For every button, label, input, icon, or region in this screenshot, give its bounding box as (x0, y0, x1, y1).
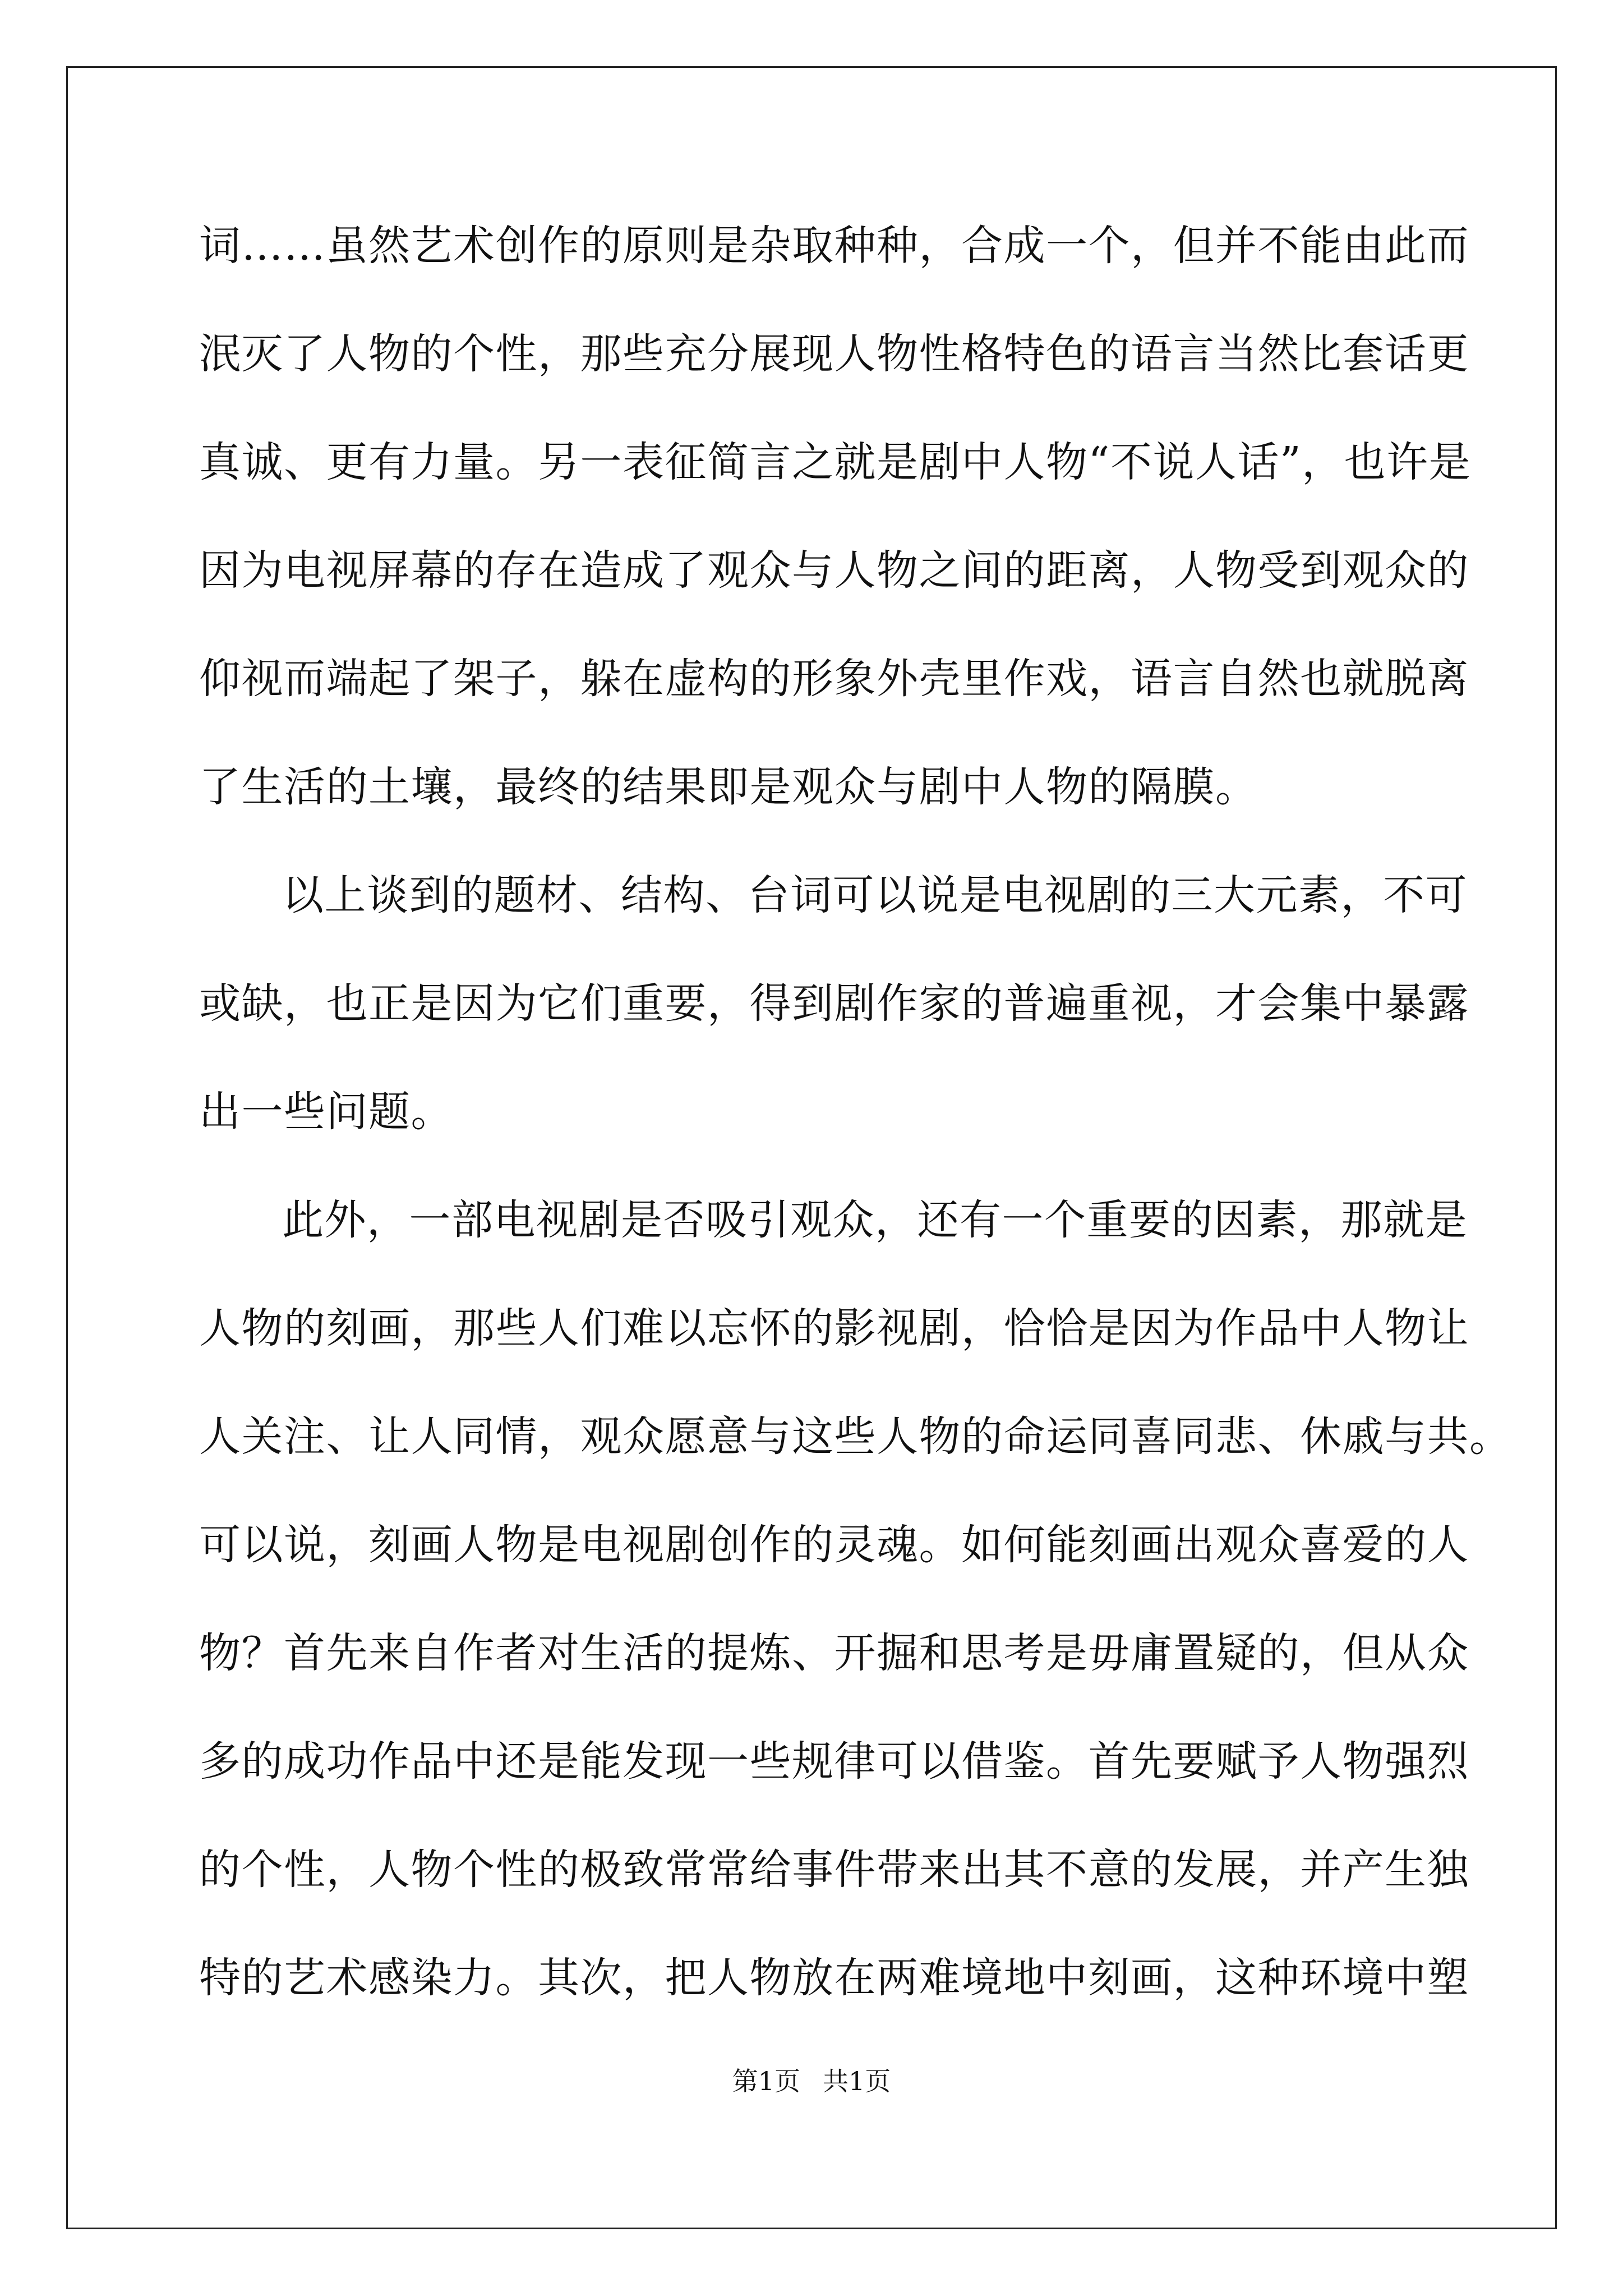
text-line: 真诚、更有力量。另一表征简言之就是剧中人物“不说人话”，也许是 (199, 438, 1472, 486)
page-number: 第1页 (732, 2066, 800, 2096)
page-border (66, 66, 1557, 2229)
text-line: 了生活的土壤，最终的结果即是观众与剧中人物的隔膜。 (199, 763, 1258, 811)
text-line: 泯灭了人物的个性，那些充分展现人物性格特色的语言当然比套话更 (199, 330, 1469, 378)
paragraph-first-line: 以上谈到的题材、结构、台词可以说是电视剧的三大元素，不可 (282, 871, 1468, 919)
page-total: 共1页 (823, 2066, 891, 2096)
text-line: 人物的刻画，那些人们难以忘怀的影视剧，恰恰是因为作品中人物让 (199, 1304, 1469, 1352)
paragraph-first-line: 此外，一部电视剧是否吸引观众，还有一个重要的因素，那就是 (282, 1196, 1468, 1244)
text-line: 多的成功作品中还是能发现一些规律可以借鉴。首先要赋予人物强烈 (199, 1737, 1469, 1786)
text-line: 仰视而端起了架子，躲在虚构的形象外壳里作戏，语言自然也就脱离 (199, 655, 1469, 703)
text-line: 词……虽然艺术创作的原则是杂取种种，合成一个，但并不能由此而 (199, 222, 1469, 270)
page-footer (0, 2064, 1623, 2098)
text-line: 人关注、让人同情，观众愿意与这些人物的命运同喜同悲、休戚与共。 (199, 1412, 1512, 1461)
text-line: 出一些问题。 (199, 1088, 453, 1136)
text-line: 可以说，刻画人物是电视剧创作的灵魂。如何能刻画出观众喜爱的人 (199, 1521, 1469, 1569)
text-line: 因为电视屏幕的存在造成了观众与人物之间的距离，人物受到观众的 (199, 546, 1469, 595)
text-line: 的个性，人物个性的极致常常给事件带来出其不意的发展，并产生独 (199, 1846, 1469, 1894)
text-line: 或缺，也正是因为它们重要，得到剧作家的普遍重视，才会集中暴露 (199, 979, 1469, 1028)
text-line: 特的艺术感染力。其次，把人物放在两难境地中刻画，这种环境中塑 (199, 1954, 1469, 2002)
text-line: 物？首先来自作者对生活的提炼、开掘和思考是毋庸置疑的，但从众 (199, 1629, 1469, 1677)
